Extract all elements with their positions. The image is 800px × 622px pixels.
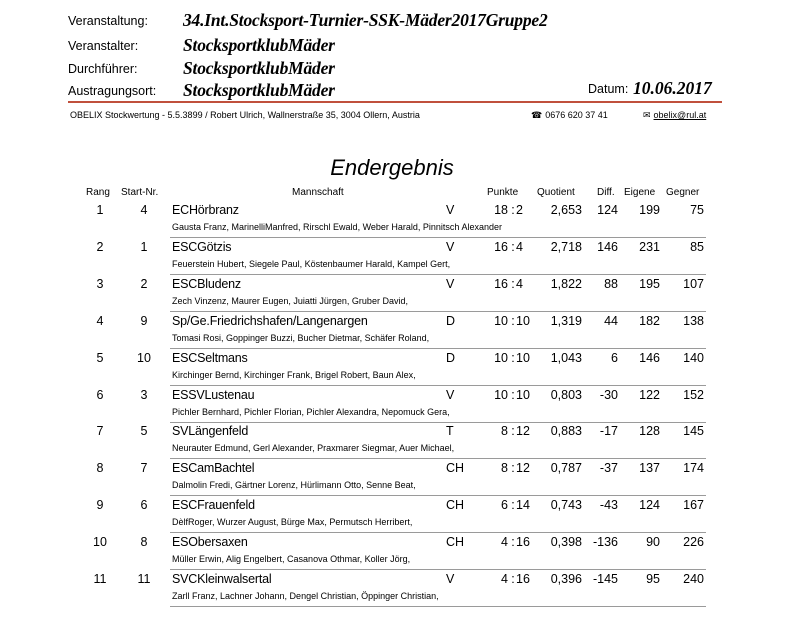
players-list: Feuerstein Hubert, Siegele Paul, Köstenbaumer Harald, Kampel Gert, bbox=[172, 258, 451, 269]
players-list: Gausta Franz, MarinelliManfred, Rirschl Ewald, Weber Harald, Pinnitsch Alexander bbox=[172, 222, 502, 232]
venue-label: Austragungsort: bbox=[68, 84, 157, 98]
table-row bbox=[0, 351, 800, 387]
header-row-organizer bbox=[68, 35, 728, 57]
points-lost-cell: 12 bbox=[516, 461, 530, 476]
opponent-score-cell: 107 bbox=[683, 276, 704, 291]
points-lost-cell: 10 bbox=[516, 350, 530, 365]
quotient-cell: 0,883 bbox=[550, 424, 582, 439]
opponent-score-cell: 85 bbox=[690, 239, 704, 254]
rank-cell: 9 bbox=[96, 498, 104, 513]
points-won-cell: 16 bbox=[494, 239, 508, 254]
difference-cell: 88 bbox=[604, 276, 618, 291]
own-score-cell: 199 bbox=[639, 203, 660, 217]
quotient-cell: 2,653 bbox=[550, 203, 582, 217]
team-name-cell: SVCKleinwalsertal bbox=[172, 572, 272, 586]
quotient-cell: 1,319 bbox=[550, 313, 582, 328]
players-list: DèlfRoger, Wurzer August, Bürge Max, Permutsch Herribert, bbox=[172, 517, 413, 528]
quotient-cell: 0,803 bbox=[550, 387, 582, 402]
opponent-score-cell: 152 bbox=[683, 387, 704, 402]
row-divider bbox=[170, 422, 706, 423]
players-list: Kirchinger Bernd, Kirchinger Frank, Brigel Robert, Baun Alex, bbox=[172, 369, 416, 380]
table-row bbox=[0, 424, 800, 460]
points-separator: : bbox=[511, 461, 515, 476]
points-won-cell: 4 bbox=[501, 535, 508, 550]
header-divider bbox=[68, 101, 722, 103]
col-rang-header: Rang bbox=[86, 187, 110, 198]
col-team-header: Mannschaft bbox=[292, 187, 344, 198]
start-number-cell: 6 bbox=[140, 498, 148, 513]
difference-cell: 44 bbox=[604, 313, 618, 328]
points-won-cell: 16 bbox=[494, 276, 508, 291]
rank-cell: 6 bbox=[96, 387, 104, 402]
opponent-score-cell: 240 bbox=[683, 572, 704, 586]
points-won-cell: 10 bbox=[494, 313, 508, 328]
phone-number: 0676 620 37 41 bbox=[545, 110, 608, 120]
start-number-cell: 2 bbox=[140, 276, 148, 291]
country-cell: CH bbox=[446, 535, 465, 550]
mail-icon: ✉ bbox=[643, 110, 651, 120]
points-separator: : bbox=[511, 350, 515, 365]
row-divider bbox=[170, 311, 706, 312]
team-name-cell: ESCFrauenfeld bbox=[172, 498, 255, 513]
team-name-cell: ECHörbranz bbox=[172, 203, 239, 217]
own-score-cell: 128 bbox=[639, 424, 660, 439]
points-won-cell: 6 bbox=[501, 498, 508, 513]
points-separator: : bbox=[511, 203, 515, 217]
points-lost-cell: 4 bbox=[516, 239, 523, 254]
own-score-cell: 146 bbox=[639, 350, 660, 365]
col-start-header: Start-Nr. bbox=[121, 187, 159, 198]
row-divider bbox=[170, 532, 706, 533]
points-lost-cell: 2 bbox=[516, 203, 523, 217]
phone-icon: ☎ bbox=[531, 110, 543, 120]
points-separator: : bbox=[511, 498, 515, 513]
rank-cell: 8 bbox=[96, 461, 104, 476]
phone-contact bbox=[531, 110, 608, 121]
points-separator: : bbox=[511, 313, 515, 328]
points-separator: : bbox=[511, 572, 515, 586]
col-points-header: Punkte bbox=[487, 187, 519, 198]
points-separator: : bbox=[511, 387, 515, 402]
own-score-cell: 182 bbox=[639, 313, 660, 328]
country-cell: V bbox=[446, 572, 455, 586]
own-score-cell: 231 bbox=[639, 239, 660, 254]
event-label: Veranstaltung: bbox=[68, 14, 148, 28]
points-won-cell: 10 bbox=[494, 350, 508, 365]
date-label: Datum: bbox=[588, 82, 629, 96]
team-name-cell: ESObersaxen bbox=[172, 535, 248, 550]
team-name-cell: SVLängenfeld bbox=[172, 424, 249, 439]
quotient-cell: 1,043 bbox=[550, 350, 582, 365]
players-list: Tomasi Rosi, Goppinger Buzzi, Bucher Dietmar, Schäfer Roland, bbox=[172, 332, 430, 343]
row-divider bbox=[170, 495, 706, 496]
header-row-executor bbox=[68, 58, 728, 80]
own-score-cell: 95 bbox=[646, 572, 660, 586]
header-row-event bbox=[68, 10, 728, 32]
own-score-cell: 195 bbox=[639, 276, 660, 291]
start-number-cell: 7 bbox=[140, 461, 148, 476]
row-divider bbox=[170, 237, 706, 238]
rank-cell: 4 bbox=[96, 313, 104, 328]
rank-cell: 3 bbox=[96, 276, 104, 291]
difference-cell: -30 bbox=[599, 387, 618, 402]
points-won-cell: 8 bbox=[501, 424, 508, 439]
organizer-value: StocksportklubMäder bbox=[183, 35, 335, 55]
rank-cell: 10 bbox=[93, 535, 107, 550]
rank-cell: 2 bbox=[96, 239, 104, 254]
country-cell: D bbox=[446, 350, 456, 365]
software-info: OBELIX Stockwertung - 5.5.3899 / Robert Ulrich, Wallnerstraße 35, 3004 Ollern, Austria bbox=[70, 110, 420, 120]
difference-cell: 6 bbox=[611, 350, 618, 365]
row-divider bbox=[170, 606, 706, 607]
start-number-cell: 9 bbox=[140, 313, 148, 328]
email-contact[interactable] bbox=[643, 110, 706, 121]
start-number-cell: 8 bbox=[140, 535, 148, 550]
header-row-venue bbox=[68, 80, 728, 102]
team-name-cell: ESCGötzis bbox=[172, 239, 232, 254]
players-list: Dalmolin Fredi, Gärtner Lorenz, Hürlimann Otto, Senne Beat, bbox=[172, 480, 416, 491]
points-separator: : bbox=[511, 276, 515, 291]
difference-cell: -43 bbox=[599, 498, 618, 513]
points-lost-cell: 14 bbox=[516, 498, 530, 513]
points-lost-cell: 10 bbox=[516, 387, 530, 402]
quotient-cell: 0,396 bbox=[550, 572, 582, 586]
difference-cell: 146 bbox=[597, 239, 618, 254]
rank-cell: 11 bbox=[93, 572, 107, 586]
points-lost-cell: 12 bbox=[516, 424, 530, 439]
start-number-cell: 4 bbox=[140, 203, 148, 217]
team-name-cell: ESCBludenz bbox=[172, 276, 241, 291]
players-list: Zarll Franz, Lachner Johann, Dengel Christian, Öppinger Christian, bbox=[172, 591, 439, 601]
difference-cell: -17 bbox=[599, 424, 618, 439]
difference-cell: -37 bbox=[599, 461, 618, 476]
email-address[interactable]: obelix@rul.at bbox=[653, 110, 707, 120]
points-lost-cell: 16 bbox=[516, 572, 530, 586]
row-divider bbox=[170, 348, 706, 349]
row-divider bbox=[170, 569, 706, 570]
table-row bbox=[0, 535, 800, 571]
difference-cell: 124 bbox=[597, 203, 618, 217]
quotient-cell: 1,822 bbox=[550, 276, 582, 291]
country-cell: V bbox=[446, 387, 455, 402]
own-score-cell: 124 bbox=[639, 498, 660, 513]
players-list: Müller Erwin, Alig Engelbert, Casanova Othmar, Koller Jörg, bbox=[172, 554, 411, 565]
row-divider bbox=[170, 458, 706, 459]
organizer-label: Veranstalter: bbox=[68, 39, 139, 53]
rank-cell: 7 bbox=[96, 424, 104, 439]
col-diff-header: Diff. bbox=[597, 187, 615, 198]
country-cell: V bbox=[446, 276, 455, 291]
own-score-cell: 90 bbox=[646, 535, 660, 550]
points-won-cell: 4 bbox=[501, 572, 508, 586]
page-title: Endergebnis bbox=[330, 155, 454, 180]
table-row bbox=[0, 314, 800, 350]
country-cell: D bbox=[446, 313, 456, 328]
table-row bbox=[0, 498, 800, 534]
country-cell: V bbox=[446, 239, 455, 254]
points-lost-cell: 4 bbox=[516, 276, 523, 291]
row-divider bbox=[170, 274, 706, 275]
points-separator: : bbox=[511, 239, 515, 254]
players-list: Neurauter Edmund, Gerl Alexander, Praxmarer Siegmar, Auer Michael, bbox=[172, 443, 455, 454]
start-number-cell: 10 bbox=[137, 350, 151, 365]
opponent-score-cell: 138 bbox=[683, 313, 704, 328]
opponent-score-cell: 140 bbox=[683, 350, 704, 365]
start-number-cell: 11 bbox=[137, 572, 151, 586]
opponent-score-cell: 174 bbox=[683, 461, 704, 476]
team-name-cell: ESCSeltmans bbox=[172, 350, 248, 365]
table-row bbox=[0, 572, 800, 608]
points-lost-cell: 10 bbox=[516, 313, 530, 328]
rank-cell: 1 bbox=[96, 203, 104, 217]
players-list: Zech Vinzenz, Maurer Eugen, Juiatti Jürgen, Gruber David, bbox=[172, 295, 408, 306]
quotient-cell: 0,398 bbox=[550, 535, 582, 550]
team-name-cell: Sp/Ge.Friedrichshafen/Langenargen bbox=[172, 313, 368, 328]
venue-value: StocksportklubMäder bbox=[183, 80, 335, 100]
event-value: 34.Int.Stocksport-Turnier-SSK-Mäder2017Gruppe2 bbox=[183, 10, 548, 30]
points-won-cell: 18 bbox=[494, 203, 508, 217]
table-row bbox=[0, 461, 800, 497]
difference-cell: -136 bbox=[592, 535, 618, 550]
country-cell: CH bbox=[446, 461, 465, 476]
own-score-cell: 137 bbox=[639, 461, 660, 476]
points-won-cell: 8 bbox=[501, 461, 508, 476]
points-separator: : bbox=[511, 535, 515, 550]
table-row bbox=[0, 388, 800, 424]
points-won-cell: 10 bbox=[494, 387, 508, 402]
opponent-score-cell: 167 bbox=[683, 498, 704, 513]
opponent-score-cell: 145 bbox=[683, 424, 704, 439]
rank-cell: 5 bbox=[96, 350, 104, 365]
points-lost-cell: 16 bbox=[516, 535, 530, 550]
quotient-cell: 0,787 bbox=[550, 461, 582, 476]
opponent-score-cell: 226 bbox=[683, 535, 704, 550]
country-cell: T bbox=[446, 424, 454, 439]
quotient-cell: 2,718 bbox=[550, 239, 582, 254]
country-cell: V bbox=[446, 203, 455, 217]
team-name-cell: ESSVLustenau bbox=[172, 387, 255, 402]
country-cell: CH bbox=[446, 498, 465, 513]
row-divider bbox=[170, 385, 706, 386]
col-own-header: Eigene bbox=[624, 187, 656, 198]
start-number-cell: 1 bbox=[140, 239, 148, 254]
table-row bbox=[0, 240, 800, 276]
col-quotient-header: Quotient bbox=[537, 187, 575, 198]
start-number-cell: 3 bbox=[140, 387, 148, 402]
executor-label: Durchführer: bbox=[68, 62, 138, 76]
col-opponent-header: Gegner bbox=[666, 187, 700, 198]
difference-cell: -145 bbox=[592, 572, 618, 586]
points-separator: : bbox=[511, 424, 515, 439]
start-number-cell: 5 bbox=[140, 424, 148, 439]
team-name-cell: ESCamBachtel bbox=[172, 461, 255, 476]
table-row bbox=[0, 203, 800, 239]
executor-value: StocksportklubMäder bbox=[183, 58, 335, 78]
own-score-cell: 122 bbox=[639, 387, 660, 402]
players-list: Pichler Bernhard, Pichler Florian, Pichler Alexandra, Nepomuck Gera, bbox=[172, 406, 450, 417]
opponent-score-cell: 75 bbox=[690, 203, 704, 217]
table-row bbox=[0, 277, 800, 313]
date-value: 10.06.2017 bbox=[633, 78, 712, 98]
quotient-cell: 0,743 bbox=[550, 498, 582, 513]
